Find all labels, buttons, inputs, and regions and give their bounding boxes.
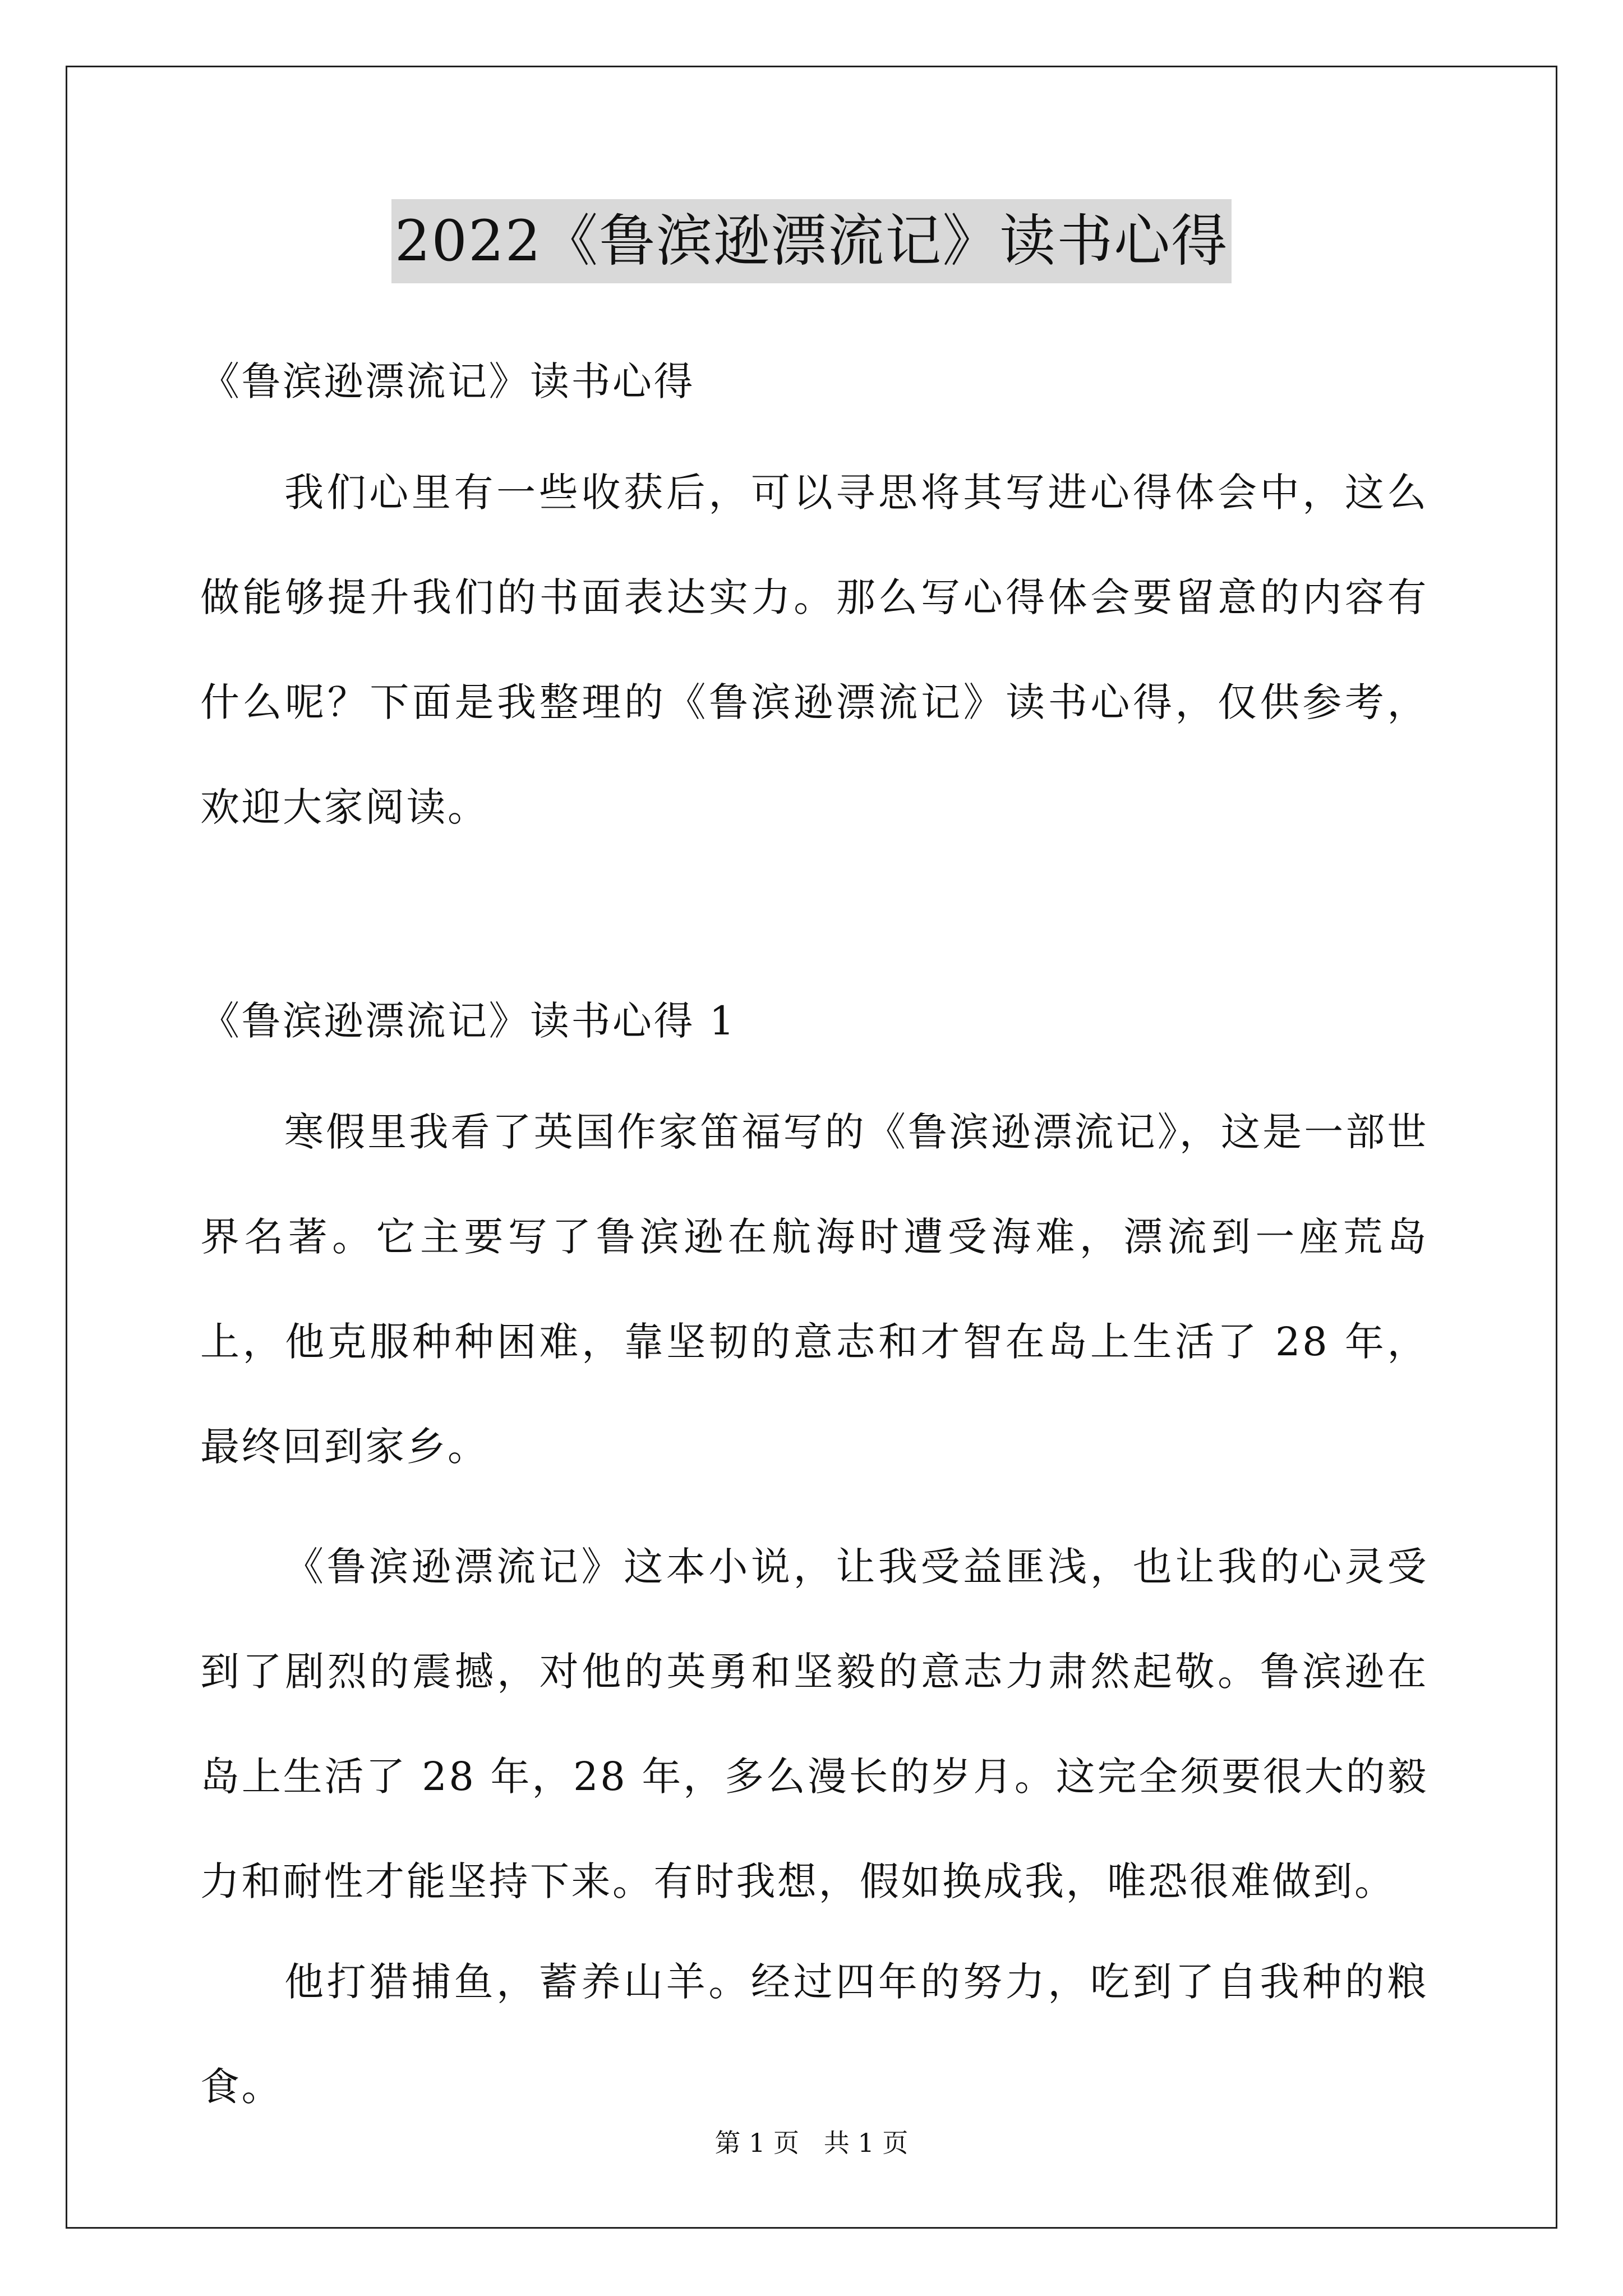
section1-paragraph-2: 《鲁滨逊漂流记》这本小说，让我受益匪浅，也让我的心灵受到了剧烈的震撼，对他的英勇和坚毅的意志力肃然起敬。鲁滨逊在岛上生活了 28 年，28 年，多么漫长的岁月。这完全须要很大的毅力和耐性才能坚持下来。有时我想，假如换成我，唯恐很难做到。 (200, 1544, 1428, 1904)
document-title: 2022《鲁滨逊漂流记》读书心得 (391, 199, 1232, 283)
title-container (0, 199, 1623, 283)
section1-heading: 《鲁滨逊漂流记》读书心得 1 (200, 998, 736, 1044)
section1-paragraph-3: 他打猎捕鱼，蓄养山羊。经过四年的努力，吃到了自我种的粮食。 (200, 1959, 1428, 2110)
page-number-footer: 第 1 页 共 1 页 (714, 2128, 909, 2158)
intro-paragraph: 我们心里有一些收获后，可以寻思将其写进心得体会中，这么做能够提升我们的书面表达实力。那么写心得体会要留意的内容有什么呢？下面是我整理的《鲁滨逊漂流记》读书心得，仅供参考，欢迎大家阅读。 (200, 470, 1428, 830)
section1-paragraph-1: 寒假里我看了英国作家笛福写的《鲁滨逊漂流记》，这是一部世界名著。它主要写了鲁滨逊在航海时遭受海难，漂流到一座荒岛上，他克服种种困难，靠坚韧的意志和才智在岛上生活了 28 年，最终回到家乡。 (200, 1109, 1428, 1470)
intro-heading: 《鲁滨逊漂流记》读书心得 (200, 358, 695, 404)
